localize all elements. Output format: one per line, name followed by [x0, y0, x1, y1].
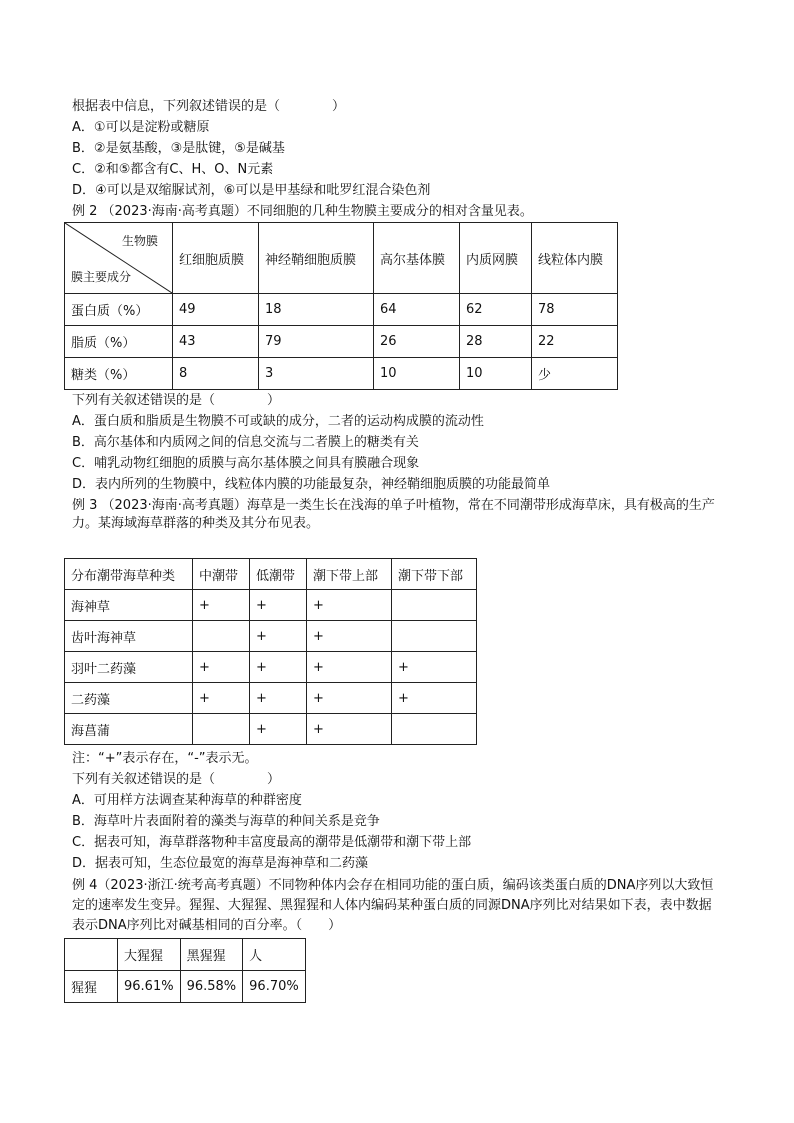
- table-row: [65, 683, 477, 714]
- table-note: 注：“+”表示存在，“-”表示无。: [72, 751, 258, 766]
- table-row: [65, 714, 477, 745]
- table-header: 低潮带: [250, 559, 307, 590]
- table-cell: 96.61%: [118, 971, 181, 1003]
- option-c: C．哺乳动物红细胞的质膜与高尔基体膜之间具有膜融合现象: [72, 456, 420, 471]
- membrane-table: [64, 222, 618, 390]
- table-cell: +: [250, 683, 307, 714]
- table-cell: +: [193, 590, 250, 621]
- question-text: 下列有关叙述错误的是（ ）: [72, 772, 281, 787]
- table-header: 神经鞘细胞质膜: [259, 223, 374, 294]
- table-header: 黑猩猩: [180, 939, 243, 971]
- option-a: A．可用样方法调查某种海草的种群密度: [72, 793, 302, 808]
- table-header: 潮下带下部: [392, 559, 477, 590]
- row-label: 脂质（%）: [65, 326, 173, 358]
- table-header: 内质网膜: [460, 223, 532, 294]
- table-cell: [392, 590, 477, 621]
- table-cell: +: [307, 621, 392, 652]
- question-text: 下列有关叙述错误的是（ ）: [72, 393, 281, 408]
- table-header: 大猩猩: [118, 939, 181, 971]
- example-3-intro: 例 3 （2023·海南·高考真题）海草是一类生长在浅海的单子叶植物，常在不同潮带形成海草床，具有极高的生产力。某海域海草群落的种类及其分布见表。: [72, 498, 715, 531]
- table-header: 高尔基体膜: [374, 223, 460, 294]
- table-row: [65, 358, 618, 390]
- example-4-intro: 例 4（2023·浙江·统考高考真题）不同物种体内会存在相同功能的蛋白质，编码该类蛋白质的DNA序列以大致恒定的速率发生变异。猩猩、大猩猩、黑猩猩和人体内编码某种蛋白质的同源DNA序列比对结果如下表，表中数据表示DNA序列比对碱基相同的百分率。（ ）: [72, 878, 714, 933]
- table-cell: [392, 714, 477, 745]
- table-header: 分布潮带海草种类: [65, 559, 193, 590]
- table-cell: +: [193, 652, 250, 683]
- table-cell: 22: [532, 326, 618, 358]
- table-cell: 62: [460, 294, 532, 326]
- option-c: C．据表可知，海草群落物种丰富度最高的潮带是低潮带和潮下带上部: [72, 835, 472, 850]
- table-cell: 26: [374, 326, 460, 358]
- table-cell: +: [250, 590, 307, 621]
- table-cell: 28: [460, 326, 532, 358]
- row-label: 二药藻: [65, 683, 193, 714]
- table-cell: +: [307, 652, 392, 683]
- table-header: 中潮带: [193, 559, 250, 590]
- table-header: 潮下带上部: [307, 559, 392, 590]
- option-d: D．据表可知，生态位最宽的海草是海神草和二药藻: [72, 856, 369, 871]
- table-cell: 少: [532, 358, 618, 390]
- table-row: [65, 652, 477, 683]
- table-cell: +: [193, 683, 250, 714]
- row-label: 糖类（%）: [65, 358, 173, 390]
- row-label: 齿叶海神草: [65, 621, 193, 652]
- table-cell: +: [307, 714, 392, 745]
- table-cell: +: [307, 590, 392, 621]
- option-d: D．④可以是双缩脲试剂，⑥可以是甲基绿和吡罗红混合染色剂: [72, 183, 431, 198]
- option-b: B．②是氨基酸，③是肽键，⑤是碱基: [72, 141, 285, 156]
- table-cell: [193, 621, 250, 652]
- row-label: 蛋白质（%）: [65, 294, 173, 326]
- table-cell: +: [307, 683, 392, 714]
- table-row: [65, 971, 306, 1003]
- table-header: 线粒体内膜: [532, 223, 618, 294]
- table-cell: 10: [460, 358, 532, 390]
- option-d: D．表内所列的生物膜中，线粒体内膜的功能最复杂，神经鞘细胞质膜的功能最简单: [72, 477, 551, 492]
- table-cell: 79: [259, 326, 374, 358]
- table-header: [65, 939, 118, 971]
- table-cell: [193, 714, 250, 745]
- table-cell: +: [250, 621, 307, 652]
- table-header: 红细胞质膜: [173, 223, 259, 294]
- row-label: 羽叶二药藻: [65, 652, 193, 683]
- table-cell: 64: [374, 294, 460, 326]
- table-row: [65, 621, 477, 652]
- table-cell: +: [392, 683, 477, 714]
- row-label: 海菖蒲: [65, 714, 193, 745]
- table-cell: +: [392, 652, 477, 683]
- option-a: A．①可以是淀粉或糖原: [72, 120, 210, 135]
- corner-top-label: 生物膜: [121, 234, 158, 248]
- option-c: C．②和⑤都含有C、H、O、N元素: [72, 162, 274, 177]
- table-cell: +: [250, 714, 307, 745]
- row-label: 海神草: [65, 590, 193, 621]
- option-b: B．海草叶片表面附着的藻类与海草的种间关系是竞争: [72, 814, 380, 829]
- table-cell: 96.58%: [180, 971, 243, 1003]
- table-corner: [65, 223, 173, 294]
- corner-bottom-label: 膜主要成分: [71, 270, 132, 284]
- seagrass-table: [64, 558, 477, 745]
- dna-table: [64, 938, 306, 1003]
- table-row: [65, 590, 477, 621]
- table-cell: 3: [259, 358, 374, 390]
- table-cell: +: [250, 652, 307, 683]
- table-cell: 43: [173, 326, 259, 358]
- table-header: 人: [243, 939, 306, 971]
- table-cell: 18: [259, 294, 374, 326]
- table-row: [65, 294, 618, 326]
- row-label: 猩猩: [65, 971, 118, 1003]
- option-a: A．蛋白质和脂质是生物膜不可或缺的成分，二者的运动构成膜的流动性: [72, 414, 484, 429]
- table-cell: 96.70%: [243, 971, 306, 1003]
- table-row: [65, 326, 618, 358]
- option-b: B．高尔基体和内质网之间的信息交流与二者膜上的糖类有关: [72, 435, 419, 450]
- example-2-intro: 例 2 （2023·海南·高考真题）不同细胞的几种生物膜主要成分的相对含量见表。: [72, 204, 533, 219]
- question-text: 根据表中信息，下列叙述错误的是（ ）: [72, 99, 346, 114]
- table-cell: 8: [173, 358, 259, 390]
- table-cell: 49: [173, 294, 259, 326]
- table-cell: 10: [374, 358, 460, 390]
- table-cell: [392, 621, 477, 652]
- table-cell: 78: [532, 294, 618, 326]
